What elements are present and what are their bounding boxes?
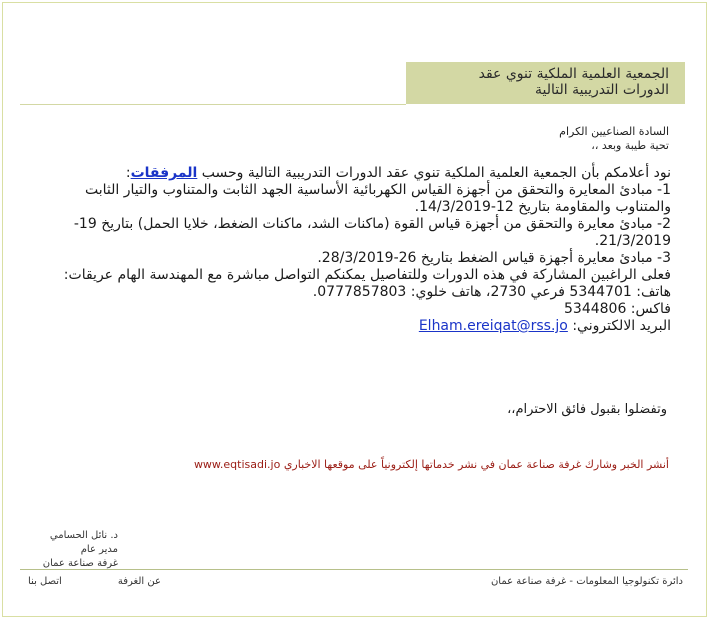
salutation: السادة الصناعيين الكرام <box>559 125 669 138</box>
footer-department: دائرة تكنولوجيا المعلومات - غرفة صناعة عمان <box>490 576 683 587</box>
intro-prefix: نود أعلامكم بأن الجمعية العلمية الملكية تنوي عقد الدورات التدريبية التالية وحسب <box>197 165 671 181</box>
promo-text: أنشر الخبر وشارك غرفة صناعة عمان في نشر خدماتها إلكترونياً على موقعها الاخباري www.eqtisadi.jo <box>193 458 669 471</box>
signature-role: مدير عام <box>80 544 118 555</box>
intro-suffix: : <box>125 165 131 181</box>
greeting <box>559 125 669 153</box>
closing-text: وتفضلوا بقبول فائق الاحترام،، <box>507 402 667 417</box>
footer-link-about[interactable]: عن الغرفة <box>117 576 161 587</box>
signature-block <box>28 529 118 571</box>
course-item-2: 2- مبادئ معايرة والتحقق من أجهزة قياس القوة (ماكنات الشد، ماكنات الضغط، خلايا الحمل) بتاريخ 19-21/3/2019. <box>73 216 671 249</box>
fax-line: فاكس: 5344806 <box>564 301 671 317</box>
email-label: البريد الالكتروني: <box>567 318 671 334</box>
message-body <box>31 165 671 335</box>
invite-paragraph: فعلى الراغبين المشاركة في هذه الدورات وللتفاصيل يمكنكم التواصل مباشرة مع المهندسة الهام عريقات: <box>63 267 671 283</box>
intro-paragraph <box>31 165 671 182</box>
header-title-line2: الدورات التدريبية التالية <box>535 82 669 98</box>
email-link[interactable]: Elham.ereiqat@rss.jo <box>418 318 568 334</box>
signature-org: غرفة صناعة عمان <box>42 558 118 569</box>
footer-links <box>28 576 161 587</box>
header-underline <box>20 82 406 105</box>
course-item-1: 1- مبادئ المعايرة والتحقق من أجهزة القياس الكهربائية الأساسية الجهد الثابت والمتناوب والتيار الثابت والمتناوب والمقاومة بتاريخ 12-14/3/2019. <box>84 182 671 215</box>
header-title-line1: الجمعية العلمية الملكية تنوي عقد <box>478 66 669 82</box>
attachments-link[interactable]: المرفقات <box>130 165 198 181</box>
phone-line: هاتف: 5344701 فرعي 2730، هاتف خلوي: 0777857803. <box>312 284 671 300</box>
footer-link-contact[interactable]: اتصل بنا <box>28 576 62 587</box>
course-item-3: 3- مبادئ معايرة أجهزة قياس الضغط بتاريخ 26-28/3/2019. <box>317 250 671 266</box>
wishes: تحية طيبة وبعد ،، <box>591 139 669 152</box>
footer-divider <box>20 569 688 570</box>
signature-name: د. نائل الحسامي <box>49 530 118 541</box>
email-line <box>31 318 671 335</box>
